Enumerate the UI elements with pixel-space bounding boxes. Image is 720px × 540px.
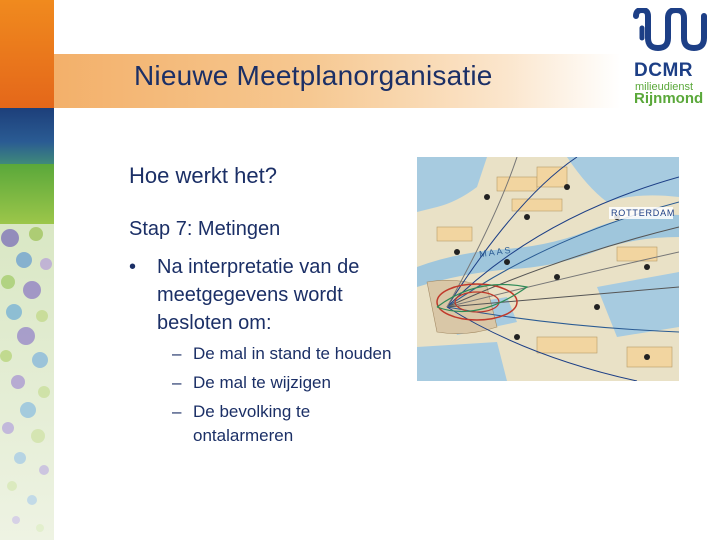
sub-item: [172, 400, 392, 448]
step-heading: Stap 7: Metingen: [129, 218, 281, 240]
map-illustration: [417, 157, 679, 381]
bullet-text: Na interpretatie van de meetgegevens wordt besloten om:: [157, 256, 360, 334]
dash-mark: –: [172, 402, 182, 421]
strip-orange: [0, 0, 54, 108]
logo-dcmr: DCMR: [634, 60, 693, 81]
logo-milieudienst: milieudienst: [635, 81, 694, 93]
sub-item-text: De mal in stand te houden: [193, 344, 392, 363]
sub-item-text: De mal te wijzigen: [193, 373, 331, 392]
sub-item: [172, 342, 392, 366]
sub-item-text: De bevolking te ontalarmeren: [193, 402, 311, 445]
dash-mark: –: [172, 373, 182, 392]
logo-waves-icon: [630, 8, 714, 58]
sub-list: [172, 342, 392, 453]
bullet-mark: •: [129, 256, 137, 278]
map-label-rotterdam: ROTTERDAM: [611, 208, 676, 218]
page-title: Nieuwe Meetplanorganisatie: [134, 60, 493, 91]
strip-blue: [0, 108, 54, 164]
strip-green: [0, 164, 54, 224]
left-decorative-strip: [0, 0, 54, 540]
slide-subtitle: Hoe werkt het?: [129, 163, 277, 188]
dots-pattern: [0, 224, 54, 540]
map-label-maas: MAAS: [478, 244, 514, 260]
rotterdam-map: [417, 157, 679, 381]
logo-rijnmond: Rijnmond: [634, 90, 704, 107]
dash-mark: –: [172, 344, 182, 363]
sub-item: [172, 371, 392, 395]
strip-dots: [0, 224, 54, 540]
